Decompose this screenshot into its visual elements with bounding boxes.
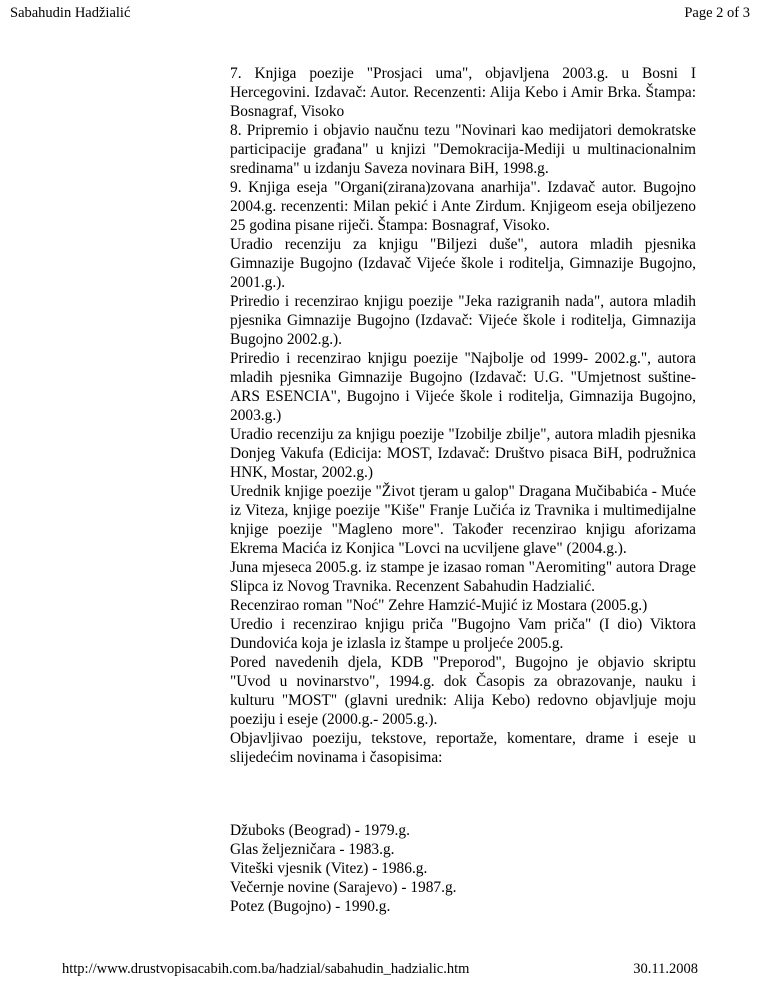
paragraph: Urednik knjige poezije "Život tjeram u galop" Dragana Mučibabića - Muće iz Viteza, knjige poezije "Kiše" Franje Lučića iz Travnika i multimedijalne knjige poezije "Magleno more". Također recenzirao knjigu aforizama Ekrema Macića iz Konjica "Lovci na ucviljene glave" (2004.g.).	[230, 483, 696, 557]
paragraph: Priredio i recenzirao knjigu poezije "Najbolje od 1999- 2002.g.", autora mladih pjesnika Gimnazije Bugojno (Izdavač: U.G. "Umjetnost suštine- ARS ESENCIA", Bugojno i Vijeće škole i roditelja, Gimnazija Bugojno, 2003.g.)	[230, 350, 696, 424]
list-item: Glas željezničara - 1983.g.	[230, 841, 395, 858]
paragraph: Objavljivao poeziju, tekstove, reportaže, komentare, drame i eseje u slijedećim novinama i časopisima:	[230, 730, 696, 766]
list-item: Potez (Bugojno) - 1990.g.	[230, 898, 391, 915]
publication-list	[230, 821, 457, 916]
paragraph: Uradio recenziju za knjigu "Biljezi duše", autora mladih pjesnika Gimnazije Bugojno (Izdavač Vijeće škole i roditelja, Gimnazije Bugojno, 2001.g.).	[230, 236, 696, 291]
paragraph: Uradio recenziju za knjigu poezije "Izobilje zbilje", autora mladih pjesnika Donjeg Vakufa (Edicija: MOST, Izdavač: Društvo pisaca BiH, podružnica HNK, Mostar, 2002.g.)	[230, 426, 696, 481]
paragraph: 7. Knjiga poezije "Prosjaci uma", objavljena 2003.g. u Bosni I Hercegovini. Izdavač: Autor. Recenzenti: Alija Kebo i Amir Brka. Štampa: Bosnagraf, Visoko	[230, 65, 696, 120]
paragraph: Uredio i recenzirao knjigu priča "Bugojno Vam priča" (I dio) Viktora Dundovića koja je izlasla iz štampe u proljeće 2005.g.	[230, 616, 696, 652]
paragraph: Pored navedenih djela, KDB "Preporod", Bugojno je objavio skriptu "Uvod u novinarstvo", 1994.g. dok Časopis za obrazovanje, nauku i kulturu "MOST" (glavni urednik: Alija Kebo) redovno objavljuje moju poeziju i eseje (2000.g.- 2005.g.).	[230, 654, 696, 728]
list-item: Viteški vjesnik (Vitez) - 1986.g.	[230, 860, 428, 877]
paragraph: Recenzirao roman "Noć" Zehre Hamzić-Mujić iz Mostara (2005.g.)	[230, 597, 648, 614]
paragraph: 8. Pripremio i objavio naučnu tezu "Novinari kao medijatori demokratske participacije građana" u knjizi "Demokracija-Mediji u multinacionalnim sredinama" u izdanju Saveza novinara BiH, 1998.g.	[230, 122, 696, 177]
footer-url: http://www.drustvopisacabih.com.ba/hadzial/sabahudin_hadzialic.htm	[62, 961, 470, 977]
list-item: Džuboks (Beograd) - 1979.g.	[230, 822, 410, 839]
header-author: Sabahudin Hadžialić	[10, 5, 131, 21]
paragraph: Juna mjeseca 2005.g. iz stampe je izasao roman "Aeromiting" autora Drage Slipca iz Novog Travnika. Recenzent Sabahudin Hadzialić.	[230, 559, 696, 595]
paragraph: 9. Knjiga eseja "Organi(zirana)zovana anarhija". Izdavač autor. Bugojno 2004.g. recenzenti: Milan pekić i Ante Zirdum. Knjigeom eseja obiljezeno 25 godina pisane riječi. Štampa: Bosnagraf, Visoko.	[230, 179, 696, 234]
paragraph: Priredio i recenzirao knjigu poezije "Jeka razigranih nada", autora mladih pjesnika Gimnazije Bugojno (Izdavač: Vijeće škole i roditelja, Gimnazija Bugojno 2002.g.).	[230, 293, 696, 348]
footer-date: 30.11.2008	[633, 961, 698, 977]
header-page-number: Page 2 of 3	[684, 5, 750, 21]
list-item: Večernje novine (Sarajevo) - 1987.g.	[230, 879, 457, 896]
document-body	[230, 64, 696, 767]
